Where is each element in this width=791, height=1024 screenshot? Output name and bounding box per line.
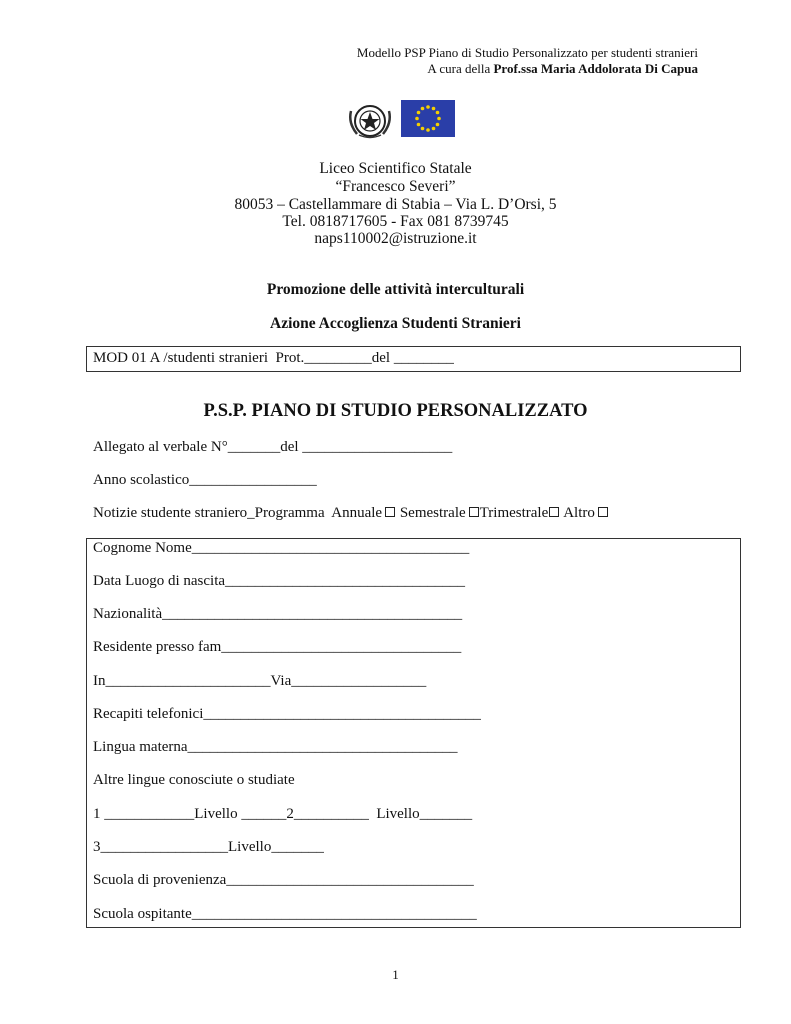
scuola-provenienza-field[interactable]: Scuola di provenienza_________________________________ xyxy=(93,872,474,888)
header-line-2 xyxy=(427,61,698,77)
lingue-1-2-field[interactable]: 1 ____________Livello ______2__________ Livello_______ xyxy=(93,806,473,822)
allegato-field[interactable]: Allegato al verbale N°_______del ____________________ xyxy=(93,439,453,455)
lingua-3-field[interactable]: 3_________________Livello_______ xyxy=(93,839,324,855)
semestrale-checkbox[interactable] xyxy=(469,507,479,517)
recapiti-field[interactable]: Recapiti telefonici_____________________________________ xyxy=(93,706,481,722)
emblem-of-italy-icon xyxy=(345,101,395,141)
anno-scolastico-field[interactable]: Anno scolastico_________________ xyxy=(93,472,317,488)
heading-azione: Azione Accoglienza Studenti Stranieri xyxy=(270,315,521,332)
notizie-label: Notizie studente straniero_Programma Annuale xyxy=(93,505,383,521)
trimestrale-label: Trimestrale xyxy=(479,505,549,521)
header-prefix: A cura della xyxy=(427,61,494,76)
data-luogo-nascita-field[interactable]: Data Luogo di nascita________________________________ xyxy=(93,573,466,589)
mod-box xyxy=(86,346,741,372)
page-title: P.S.P. PIANO DI STUDIO PERSONALIZZATO xyxy=(203,401,588,421)
programma-options xyxy=(93,505,609,522)
annuale-checkbox[interactable] xyxy=(385,507,395,517)
school-email: naps110002@istruzione.it xyxy=(314,230,477,247)
altre-lingue-label: Altre lingue conosciute o studiate xyxy=(93,772,295,788)
trimestrale-checkbox[interactable] xyxy=(549,507,559,517)
scuola-ospitante-field[interactable]: Scuola ospitante______________________________________ xyxy=(93,906,477,922)
heading-promozione: Promozione delle attività interculturali xyxy=(266,281,525,298)
school-name: Liceo Scientifico Statale xyxy=(319,160,472,177)
semestrale-label: Semestrale xyxy=(399,505,466,521)
student-info-box xyxy=(86,538,741,928)
school-phone: Tel. 0818717605 - Fax 081 8739745 xyxy=(282,213,509,230)
cognome-nome-field[interactable]: Cognome Nome_____________________________________ xyxy=(93,540,470,556)
residente-field[interactable]: Residente presso fam________________________________ xyxy=(93,639,462,655)
page-number: 1 xyxy=(392,967,399,982)
nazionalita-field[interactable]: Nazionalità________________________________________ xyxy=(93,606,463,622)
in-via-field[interactable]: In______________________Via__________________ xyxy=(93,673,427,689)
header-line-1: Modello PSP Piano di Studio Personalizzato per studenti stranieri xyxy=(356,45,698,60)
school-subname: “Francesco Severi” xyxy=(335,178,456,195)
eu-flag-icon xyxy=(401,100,455,137)
altro-checkbox[interactable] xyxy=(598,507,608,517)
header-author: Prof.ssa Maria Addolorata Di Capua xyxy=(493,61,698,76)
lingua-materna-field[interactable]: Lingua materna____________________________________ xyxy=(93,739,458,755)
mod-box-text: MOD 01 A /studenti stranieri Prot._________del ________ xyxy=(93,350,454,366)
altro-label: Altro xyxy=(563,505,595,521)
school-address: 80053 – Castellammare di Stabia – Via L. D’Orsi, 5 xyxy=(234,196,557,213)
